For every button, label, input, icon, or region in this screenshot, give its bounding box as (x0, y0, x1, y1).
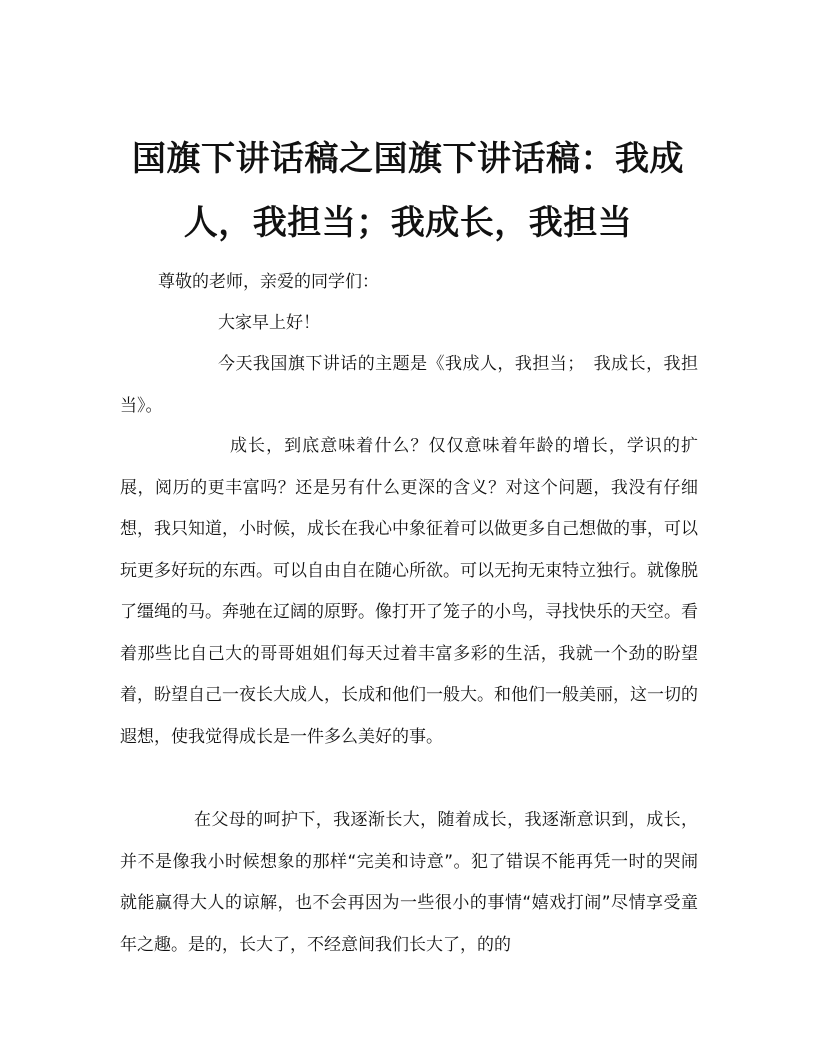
hello-paragraph: 大家早上好！ (218, 313, 320, 333)
growth-paragraph: 成长，到底意味着什么？仅仅意味着年龄的增长，学识的扩展，阅历的更丰富吗？还是另有什么更深的含义？对这个问题，我没有仔细想，我只知道，小时候，成长在我心中象征着可以做更多自己想做的事，可以玩更多好玩的东西。可以自由自在随心所欲。可以无拘无束特立独行。就像脱了缰绳的马。奔驰在辽阔的原野。像打开了笼子的小鸟，寻找快乐的天空。看着那些比自己大的哥哥姐姐们每天过着丰富多彩的生活，我就一个劲的盼望着，盼望自己一夜长大成人，长成和他们一般大。和他们一般美丽，这一切的遐想，使我觉得成长是一件多么美好的事。 (120, 436, 698, 747)
parents-paragraph: 在父母的呵护下，我逐渐长大，随着成长，我逐渐意识到，成长，并不是像我小时候想象的那样“完美和诗意”。犯了错误不能再凭一时的哭闹就能赢得大人的谅解，也不会再因为一些很小的事情“嬉戏打闹”尽情享受童年之趣。是的，长大了，不经意间我们长大了，的的 (120, 810, 698, 955)
document-title: 国旗下讲话稿之国旗下讲话稿：我成人，我担当；我成长，我担当 (132, 138, 684, 243)
theme-paragraph: 今天我国旗下讲话的主题是《我成人，我担当； 我成长，我担当》。 (120, 354, 698, 416)
greeting-paragraph: 尊敬的老师，亲爱的同学们： (158, 272, 379, 292)
